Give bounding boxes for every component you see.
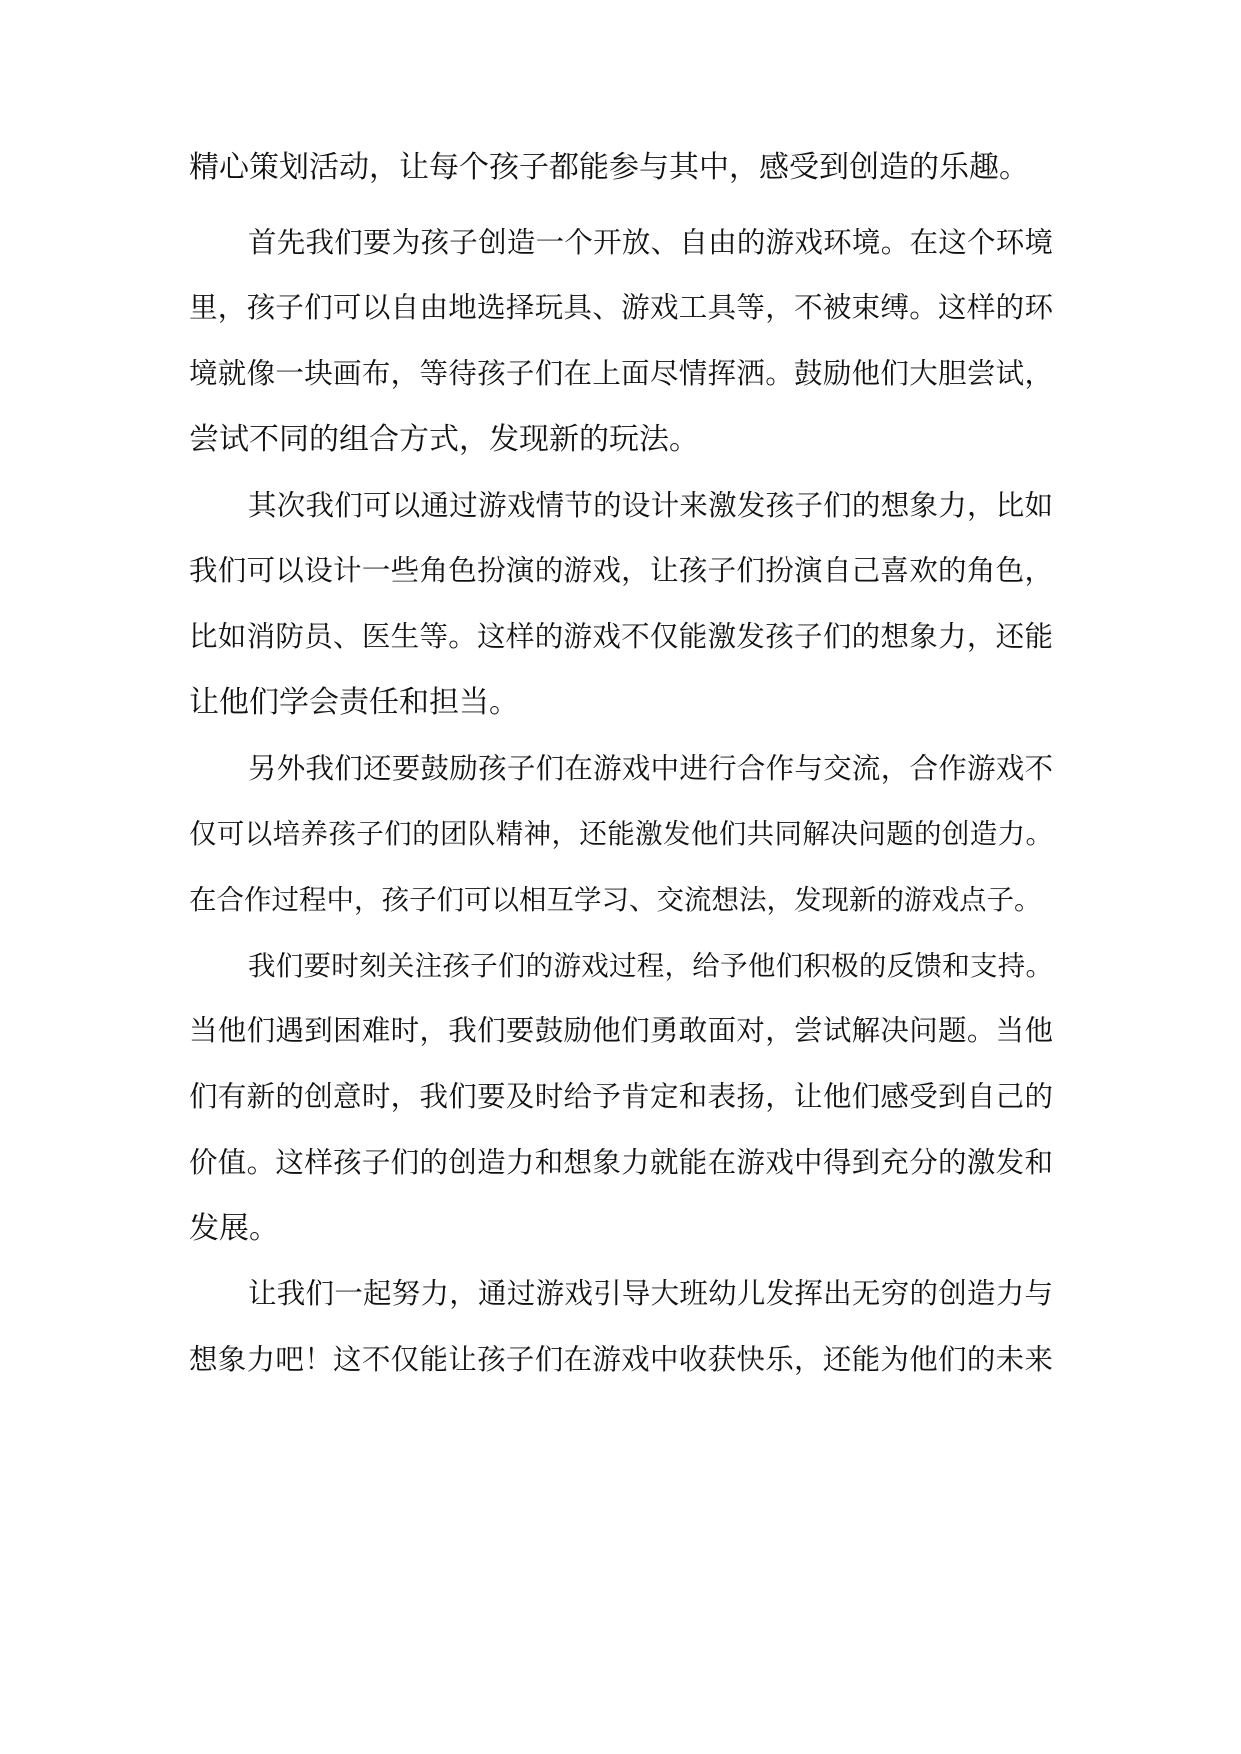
- text-line: 在合作过程中，孩子们可以相互学习、交流想法，发现新的游戏点子。: [189, 884, 1042, 916]
- text-line: 比如消防员、医生等。这样的游戏不仅能激发孩子们的想象力，还能: [189, 620, 1053, 653]
- text-line: 价值。这样孩子们的创造力和想象力就能在游戏中得到充分的激发和: [189, 1146, 1053, 1179]
- text-line: 让他们学会责任和担当。: [189, 685, 519, 720]
- text-line: 们有新的创意时，我们要及时给予肯定和表扬，让他们感受到自己的: [189, 1080, 1053, 1113]
- paragraph-first-line: 我们要时刻关注孩子们的游戏过程，给予他们积极的反馈和支持。: [248, 950, 1053, 982]
- text-line: 境就像一块画布，等待孩子们在上面尽情挥洒。鼓励他们大胆尝试，: [189, 357, 1053, 390]
- text-line: 精心策划活动，让每个孩子都能参与其中，感受到创造的乐趣。: [189, 150, 1029, 185]
- text-line: 尝试不同的组合方式，发现新的玩法。: [189, 422, 699, 457]
- paragraph-first-line: 让我们一起努力，通过游戏引导大班幼儿发挥出无穷的创造力与: [248, 1277, 1053, 1310]
- text-line: 里，孩子们可以自由地选择玩具、游戏工具等，不被束缚。这样的环: [189, 291, 1053, 324]
- paragraph-first-line: 其次我们可以通过游戏情节的设计来激发孩子们的想象力，比如: [248, 489, 1053, 522]
- paragraph-first-line: 首先我们要为孩子创造一个开放、自由的游戏环境。在这个环境: [248, 226, 1053, 259]
- text-line: 发展。: [189, 1211, 279, 1246]
- text-line: 仅可以培养孩子们的团队精神，还能激发他们共同解决问题的创造力。: [189, 818, 1053, 850]
- text-line: 当他们遇到困难时，我们要鼓励他们勇敢面对，尝试解决问题。当他: [189, 1014, 1053, 1047]
- text-line: 想象力吧！这不仅能让孩子们在游戏中收获快乐，还能为他们的未来: [189, 1343, 1053, 1376]
- text-line: 我们可以设计一些角色扮演的游戏，让孩子们扮演自己喜欢的角色，: [189, 554, 1053, 587]
- paragraph-first-line: 另外我们还要鼓励孩子们在游戏中进行合作与交流，合作游戏不: [248, 752, 1053, 785]
